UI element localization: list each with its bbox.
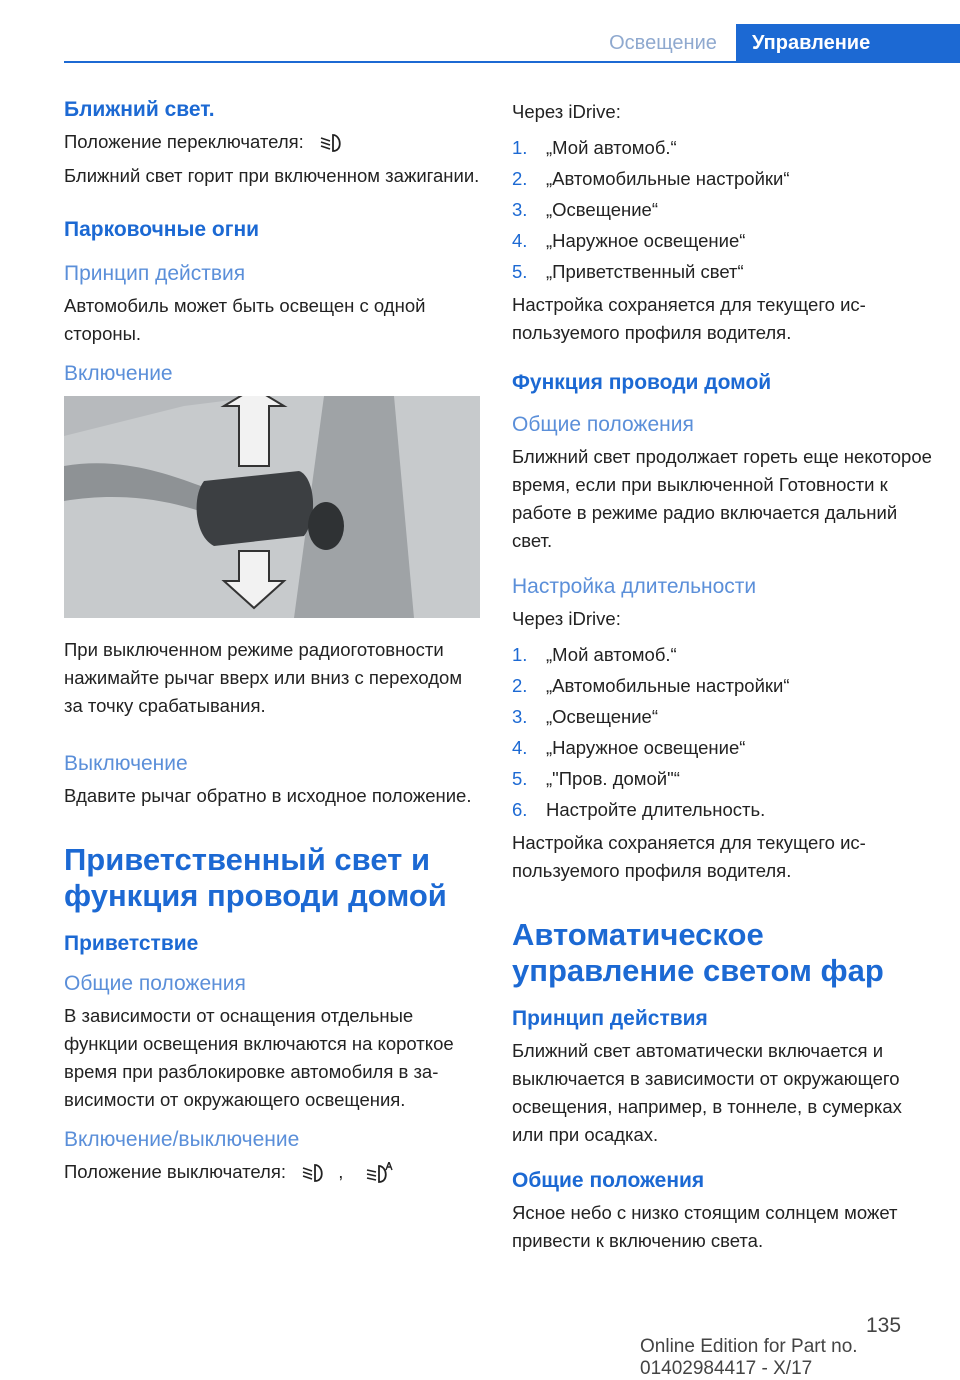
list-item: 4. „Наружное освещение“ [512, 230, 746, 251]
low-beam-icon [319, 133, 345, 153]
list-item: 3. „Освещение“ [512, 706, 659, 727]
home-general-text: Ближний свет продолжает гореть еще некоторое время, если при выключенной Готовности к работе в режиме радио включается дальний свет. [512, 446, 932, 551]
page-number: 135 [866, 1314, 902, 1337]
switch-on-heading: Включение [64, 362, 173, 385]
switch-on-text: При выключенном режиме радиоготовности нажимайте рычаг вверх или вниз с переходом за точку срабатывания. [64, 639, 463, 716]
idrive-steps-1 [512, 132, 932, 287]
principle-text: Автомобиль может быть освещен с одной стороны. [64, 295, 426, 344]
auto-general-heading: Общие положения [512, 1169, 705, 1192]
auto-general-text: Ясное небо с низко стоящим солнцем может привести к включению света. [512, 1202, 898, 1251]
parking-lights-heading: Парковочные огни [64, 218, 260, 241]
saved-text-1: Настройка сохраняется для текущего используемого профиля водителя. [512, 294, 866, 343]
home-general-heading: Общие положения [512, 413, 694, 436]
greeting-heading: Приветствие [64, 932, 199, 955]
list-item: 3. „Освещение“ [512, 199, 659, 220]
list-item: 5. „"Пров. домой"“ [512, 768, 680, 789]
header-tab-lighting[interactable]: Освещение [609, 32, 717, 54]
switch-off-heading: Выключение [64, 752, 188, 775]
on-off-heading: Включение/выключение [64, 1128, 300, 1151]
general-text: В зависимости от оснащения отдельные функции освещения включаются на короткое время при разблокировке автомобиля в зависимости от окружающего освещения. [64, 1005, 454, 1110]
list-item: 1. „Мой автомоб.“ [512, 644, 677, 665]
low-beam-switch-label: Положение переключателя: [64, 131, 304, 152]
right-column [512, 98, 932, 1269]
idrive-label-2: Через iDrive: [512, 608, 621, 629]
left-column [64, 98, 484, 1200]
on-off-switch-line: Положение выключателя: , [64, 1158, 484, 1186]
idrive-label-1: Через iDrive: [512, 101, 621, 122]
principle-heading: Принцип действия [64, 262, 246, 285]
low-beam-icon [301, 1163, 327, 1183]
on-off-switch-label: Положение выключателя: [64, 1161, 287, 1182]
list-item: 4. „Наружное освещение“ [512, 737, 746, 758]
header-tab-controls[interactable]: Управление [736, 24, 960, 63]
lever-photo [64, 396, 480, 618]
duration-heading: Настройка длительности [512, 575, 757, 598]
auto-headlight-icon [365, 1162, 393, 1184]
saved-text-2: Настройка сохраняется для текущего используемого профиля водителя. [512, 832, 866, 881]
low-beam-text: Ближний свет горит при включенном зажигании. [64, 165, 480, 186]
welcome-light-heading: Приветственный свет и функция проводи домой [64, 842, 447, 913]
list-item: 2. „Автомобильные настройки“ [512, 675, 790, 696]
idrive-steps-2 [512, 639, 932, 825]
auto-headlight-heading: Автоматическое управление светом фар [512, 917, 884, 988]
follow-me-home-heading: Функция проводи домой [512, 371, 772, 394]
auto-principle-text: Ближний свет автоматически включается и выключается в зависимости от окружающего освещения, например, в тоннеле, в сумерках или при осадках. [512, 1040, 902, 1145]
list-item: 1. „Мой автомоб.“ [512, 137, 677, 158]
general-heading: Общие положения [64, 972, 246, 995]
list-item: 5. „Приветственный свет“ [512, 261, 744, 282]
edition-footer: Online Edition for Part no. 01402984417 - X/17 [640, 1336, 858, 1379]
low-beam-switch-line [64, 128, 484, 156]
switch-off-text: Вдавите рычаг обратно в исходное положение. [64, 785, 472, 806]
low-beam-heading: Ближний свет. [64, 98, 215, 121]
list-item: 6. Настройте длительность. [512, 799, 766, 820]
auto-principle-heading: Принцип действия [512, 1007, 708, 1030]
list-item: 2. „Автомобильные настройки“ [512, 168, 790, 189]
